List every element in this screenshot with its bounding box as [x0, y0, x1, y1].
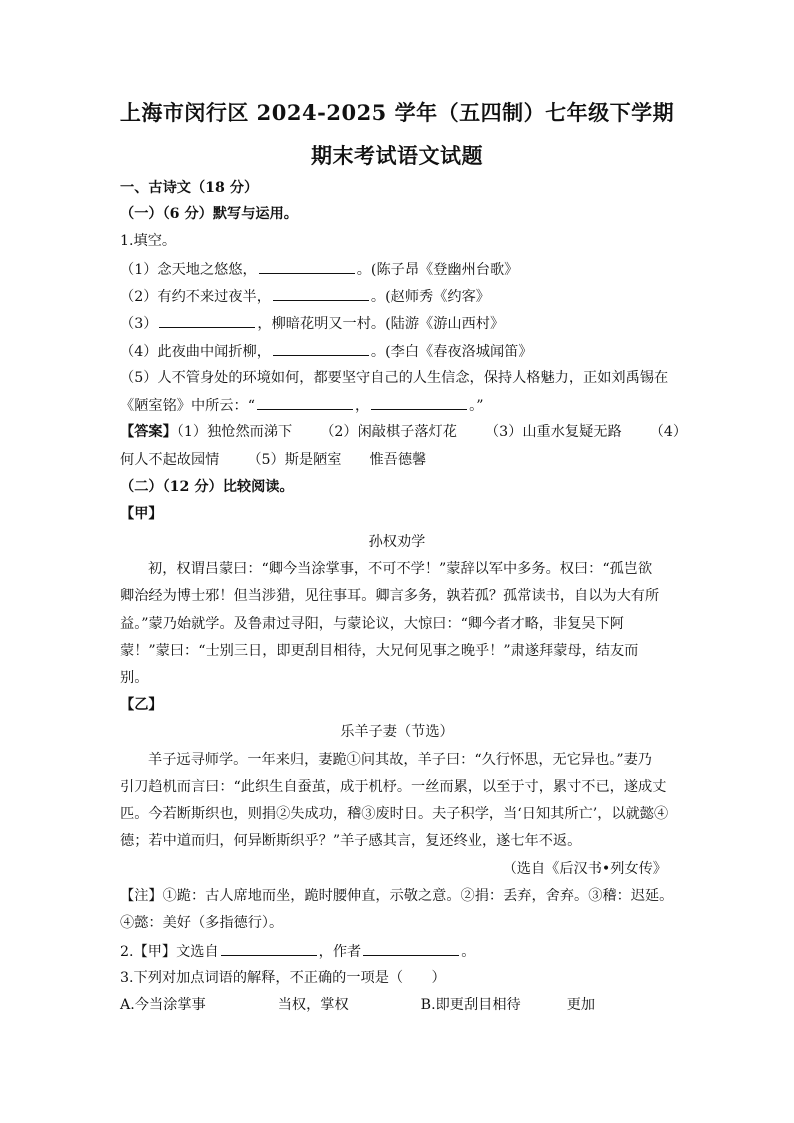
answer-blank[interactable]	[257, 395, 353, 410]
q3-option-a: A.今当涂掌事	[120, 997, 206, 1013]
answer-part: （4）	[649, 424, 688, 440]
question-2	[120, 941, 475, 962]
page-title-line1: 上海市闵行区 2024-2025 学年（五四制）七年级下学期	[119, 100, 675, 125]
answer-part: （1）独怆然而涕下	[176, 424, 293, 440]
q1-item-1-post: 。(陈子昂《登幽州台歌》	[356, 262, 519, 278]
q2-mid: ，作者	[318, 944, 362, 960]
answer-blank[interactable]	[371, 395, 467, 410]
answer-blank[interactable]	[159, 313, 255, 328]
yi-source: （选自《后汉书•列女传》	[502, 861, 667, 877]
q1-item-1	[120, 259, 518, 280]
yi-label: 【乙】	[120, 697, 163, 713]
section-heading: 一、古诗文（18 分）	[120, 180, 259, 196]
q1-item-4-pre: （4）此夜曲中闻折柳，	[120, 344, 271, 360]
yi-text-line: 德；若中道而归，何异断斯织乎？”羊子感其言，复还终业，遂七年不返。	[120, 833, 582, 849]
q1-item-3-post: ，柳暗花明又一村。(陆游《游山西村》	[257, 316, 505, 332]
q1-item-2-post: 。(赵师秀《约客》	[370, 289, 490, 305]
answer-blank[interactable]	[363, 941, 459, 956]
q1-item-5-post: 。”	[469, 398, 484, 414]
q1-item-3-pre: （3）	[120, 316, 158, 332]
answer-line-2	[120, 450, 426, 470]
answer-part: 何人不起故园情	[120, 452, 220, 468]
question-1: 1.填空。	[120, 233, 177, 249]
answer-label: 【答案】	[120, 424, 177, 440]
answer-line-1	[120, 422, 687, 442]
jia-label: 【甲】	[120, 506, 163, 522]
q1-item-2-pre: （2）有约不来过夜半，	[120, 289, 271, 305]
yi-text-line: 匹。今若断斯织也，则捐②失成功，稽③废时日。夫子积学，当‘日知其所亡’，以就懿④	[120, 806, 669, 822]
q1-item-4	[120, 341, 533, 362]
question-3: 3.下列对加点词语的解释，不正确的一项是（ ）	[120, 970, 446, 986]
q1-item-2	[120, 286, 490, 307]
answer-blank[interactable]	[221, 941, 317, 956]
answer-blank[interactable]	[273, 286, 369, 301]
answer-part: （5）斯是陋室	[247, 452, 342, 468]
q1-item-1-pre: （1）念天地之悠悠，	[120, 262, 257, 278]
jia-text-line: 蒙！”蒙曰：“士别三日，即更刮目相待，大兄何见事之晚乎！”肃遂拜蒙母，结友而	[120, 643, 639, 659]
q3-option-b-meaning: 更加	[566, 997, 596, 1013]
q2-pre: 2.【甲】文选自	[120, 944, 219, 960]
answer-part: 惟吾德馨	[369, 452, 427, 468]
yi-title: 乐羊子妻（节选）	[340, 724, 454, 740]
jia-title: 孙权劝学	[368, 534, 426, 550]
jia-text-line: 初，权谓吕蒙曰：“卿今当涂掌事，不可不学！”蒙辞以军中多务。权曰：“孤岂欲	[148, 561, 653, 577]
q1-item-5-line2	[120, 395, 484, 416]
answer-blank[interactable]	[259, 259, 355, 274]
page-title-line2: 期末考试语文试题	[311, 143, 483, 168]
q1-item-5-line1: （5）人不管身处的环境如何，都要坚守自己的人生信念，保持人格魅力，正如刘禹锡在	[120, 370, 669, 386]
note-line-2: ④懿：美好（多指德行）。	[120, 915, 284, 931]
q3-option-b: B.即更刮目相待	[420, 997, 521, 1013]
note-line-1: 【注】①跪：古人席地而坐，跪时腰伸直，示敬之意。②捐：丢弃，舍弃。③稽：迟延。	[120, 888, 674, 904]
yi-text-line: 羊子远寻师学。一年来归，妻跪①问其故，羊子曰：“久行怀思，无它异也。”妻乃	[148, 752, 652, 768]
q1-item-5-pre: 《陋室铭》中所云：“	[120, 398, 255, 414]
q2-post: 。	[461, 944, 476, 960]
jia-text-line: 卿治经为博士邪！但当涉猎，见往事耳。卿言多务，孰若孤？孤常读书，自以为大有所	[120, 588, 660, 604]
answer-part: （2）闲敲棋子落灯花	[320, 424, 457, 440]
q1-item-5-mid: ，	[354, 398, 370, 414]
q3-options	[120, 995, 595, 1015]
q3-option-a-meaning: 当权，掌权	[277, 997, 349, 1013]
answer-part: （3）山重水复疑无路	[484, 424, 622, 440]
part2-heading: （二）（12 分）比较阅读。	[120, 479, 294, 495]
jia-text-line: 别。	[120, 670, 149, 686]
q1-item-4-post: 。(李白《春夜洛城闻笛》	[370, 344, 533, 360]
yi-text-line: 引刀趋机而言曰：“此织生自蚕茧，成于机杼。一丝而累，以至于寸，累寸不已，遂成丈	[120, 779, 667, 795]
jia-text-line: 益。”蒙乃始就学。及鲁肃过寻阳，与蒙论议，大惊曰：“卿今者才略，非复吴下阿	[120, 616, 624, 632]
q1-item-3	[120, 313, 504, 334]
part1-heading: （一）（6 分）默写与运用。	[120, 206, 298, 222]
answer-blank[interactable]	[273, 341, 369, 356]
